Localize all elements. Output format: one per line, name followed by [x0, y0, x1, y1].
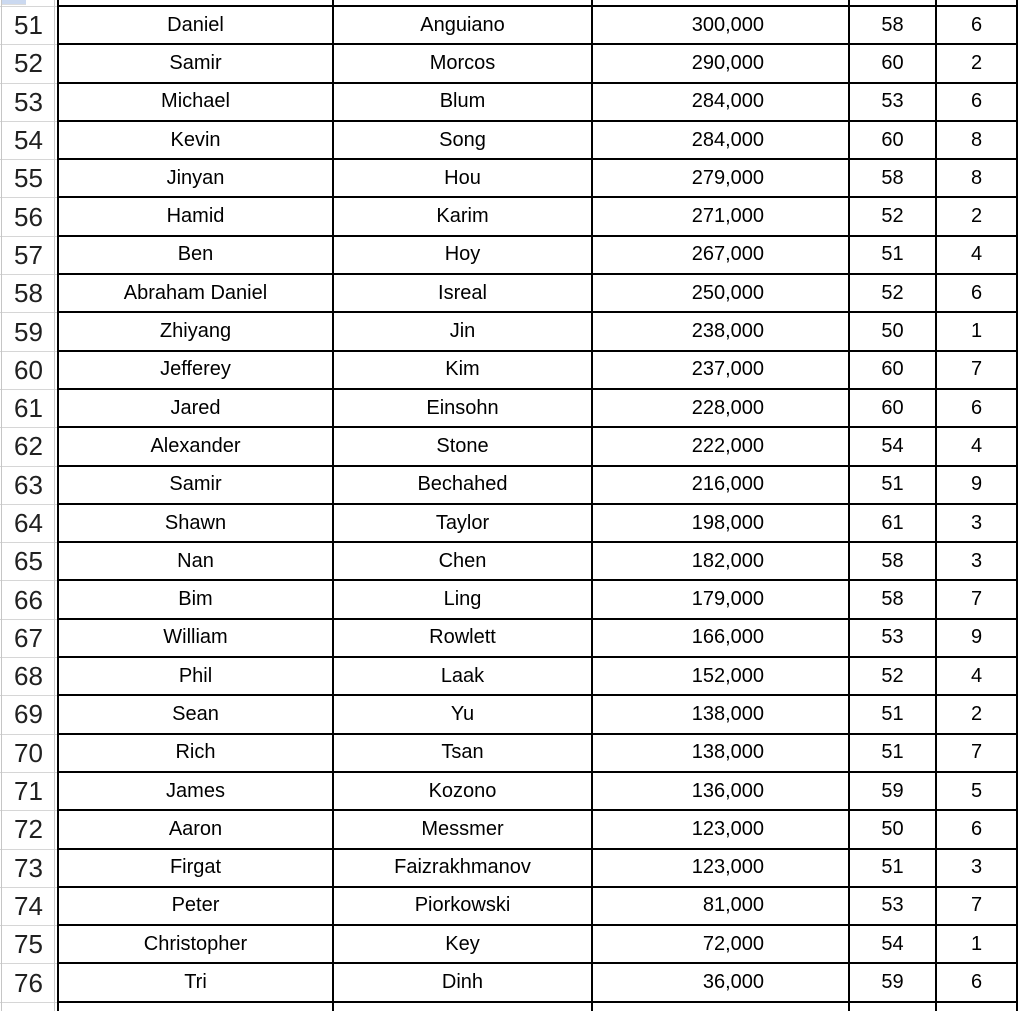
cell-first-name[interactable]: Aaron — [59, 811, 334, 849]
cell-last-name[interactable]: Isreal — [334, 275, 593, 313]
cell-amount[interactable]: 81,000 — [593, 888, 850, 926]
cell-last-name[interactable]: Rowlett — [334, 620, 593, 658]
cell-first-name[interactable]: Shawn — [59, 505, 334, 543]
cell-first-name[interactable]: Christopher — [59, 926, 334, 964]
row-header[interactable]: 60 — [0, 352, 57, 390]
cell-extra[interactable]: 7 — [937, 888, 1018, 926]
cell-first-name[interactable]: Daniel — [59, 7, 334, 45]
cell-first-name[interactable]: Rich — [59, 735, 334, 773]
row-header[interactable]: 66 — [0, 581, 57, 619]
cell-last-name[interactable]: Bechahed — [334, 467, 593, 505]
cell-last-name[interactable]: Hoy — [334, 237, 593, 275]
cell-last-name[interactable]: Morcos — [334, 45, 593, 83]
cell-extra[interactable]: 2 — [937, 696, 1018, 734]
cell-amount[interactable]: 216,000 — [593, 467, 850, 505]
cell-amount[interactable]: 284,000 — [593, 122, 850, 160]
cell-last-name[interactable]: Kim — [334, 352, 593, 390]
cell-last-name[interactable]: Kozono — [334, 773, 593, 811]
cell-age[interactable] — [850, 0, 937, 7]
cell-amount[interactable]: 284,000 — [593, 84, 850, 122]
cell-first-name[interactable]: Michael — [59, 84, 334, 122]
cell-amount[interactable]: 123,000 — [593, 850, 850, 888]
row-header[interactable]: 62 — [0, 428, 57, 466]
cell-extra[interactable]: 8 — [937, 160, 1018, 198]
row-header[interactable]: 56 — [0, 198, 57, 236]
cell-amount[interactable]: 271,000 — [593, 198, 850, 236]
cell-extra[interactable]: 6 — [937, 964, 1018, 1002]
cell-first-name[interactable]: Samir — [59, 45, 334, 83]
cell-first-name[interactable]: Nan — [59, 543, 334, 581]
cell-extra[interactable]: 1 — [937, 926, 1018, 964]
row-header[interactable]: 69 — [0, 696, 57, 734]
cell-age[interactable]: 53 — [850, 888, 937, 926]
cell-age[interactable]: 60 — [850, 122, 937, 160]
row-header[interactable]: 67 — [0, 620, 57, 658]
cell-extra[interactable] — [937, 0, 1018, 7]
cell-age[interactable]: 54 — [850, 428, 937, 466]
cell-age[interactable]: 51 — [850, 237, 937, 275]
cell-age[interactable]: 50 — [850, 811, 937, 849]
row-header[interactable]: 54 — [0, 122, 57, 160]
cell-amount[interactable]: 138,000 — [593, 735, 850, 773]
row-header[interactable]: 68 — [0, 658, 57, 696]
cell-amount[interactable]: 300,000 — [593, 7, 850, 45]
cell-last-name[interactable]: Messmer — [334, 811, 593, 849]
cell-amount[interactable]: 72,000 — [593, 926, 850, 964]
cell-last-name[interactable]: Key — [334, 926, 593, 964]
cell-extra[interactable] — [937, 1003, 1018, 1011]
cell-age[interactable]: 60 — [850, 390, 937, 428]
cell-extra[interactable]: 2 — [937, 198, 1018, 236]
cell-last-name[interactable]: Ling — [334, 581, 593, 619]
cell-amount[interactable]: 228,000 — [593, 390, 850, 428]
cell-amount[interactable]: 36,000 — [593, 964, 850, 1002]
cell-extra[interactable]: 3 — [937, 850, 1018, 888]
cell-first-name[interactable]: Peter — [59, 888, 334, 926]
cell-last-name[interactable]: Blum — [334, 84, 593, 122]
cell-last-name[interactable]: Stone — [334, 428, 593, 466]
cell-age[interactable]: 51 — [850, 696, 937, 734]
cell-amount[interactable]: 123,000 — [593, 811, 850, 849]
cell-age[interactable]: 50 — [850, 313, 937, 351]
cell-extra[interactable]: 7 — [937, 735, 1018, 773]
cell-extra[interactable]: 9 — [937, 620, 1018, 658]
cell-extra[interactable]: 4 — [937, 658, 1018, 696]
cell-amount[interactable]: 238,000 — [593, 313, 850, 351]
cell-last-name[interactable]: Karim — [334, 198, 593, 236]
cell-last-name[interactable]: Piorkowski — [334, 888, 593, 926]
cell-last-name[interactable]: Hou — [334, 160, 593, 198]
cell-extra[interactable]: 9 — [937, 467, 1018, 505]
cell-age[interactable]: 53 — [850, 620, 937, 658]
cell-age[interactable]: 60 — [850, 45, 937, 83]
cell-amount[interactable]: 279,000 — [593, 160, 850, 198]
cell-age[interactable]: 59 — [850, 964, 937, 1002]
cell-extra[interactable]: 5 — [937, 773, 1018, 811]
cell-last-name[interactable]: Taylor — [334, 505, 593, 543]
cell-age[interactable]: 58 — [850, 543, 937, 581]
cell-age[interactable] — [850, 1003, 937, 1011]
cell-extra[interactable]: 8 — [937, 122, 1018, 160]
cell-extra[interactable]: 3 — [937, 543, 1018, 581]
cell-amount[interactable]: 250,000 — [593, 275, 850, 313]
cell-last-name[interactable]: Anguiano — [334, 7, 593, 45]
cell-extra[interactable]: 4 — [937, 237, 1018, 275]
cell-last-name[interactable]: Laak — [334, 658, 593, 696]
row-header[interactable]: 58 — [0, 275, 57, 313]
cell-amount[interactable] — [593, 1003, 850, 1011]
cell-first-name[interactable]: Firgat — [59, 850, 334, 888]
cell-amount[interactable] — [593, 0, 850, 7]
cell-first-name[interactable]: Hamid — [59, 198, 334, 236]
row-header[interactable]: 53 — [0, 84, 57, 122]
data-table — [57, 0, 1018, 1011]
cell-last-name[interactable]: Jin — [334, 313, 593, 351]
row-header[interactable]: 72 — [0, 811, 57, 849]
cell-first-name[interactable]: Alexander — [59, 428, 334, 466]
cell-amount[interactable]: 237,000 — [593, 352, 850, 390]
cell-first-name[interactable]: Zhiyang — [59, 313, 334, 351]
row-header[interactable]: 64 — [0, 505, 57, 543]
row-header[interactable]: 71 — [0, 773, 57, 811]
row-header[interactable]: 70 — [0, 735, 57, 773]
cell-age[interactable]: 58 — [850, 7, 937, 45]
cell-extra[interactable]: 6 — [937, 84, 1018, 122]
cell-amount[interactable]: 179,000 — [593, 581, 850, 619]
cell-amount[interactable]: 152,000 — [593, 658, 850, 696]
cell-amount[interactable]: 182,000 — [593, 543, 850, 581]
row-header[interactable]: 55 — [0, 160, 57, 198]
cell-first-name[interactable]: William — [59, 620, 334, 658]
row-header[interactable]: 65 — [0, 543, 57, 581]
cell-age[interactable]: 51 — [850, 735, 937, 773]
cell-first-name[interactable]: Sean — [59, 696, 334, 734]
cell-extra[interactable]: 6 — [937, 275, 1018, 313]
cell-amount[interactable]: 267,000 — [593, 237, 850, 275]
cell-first-name[interactable]: Phil — [59, 658, 334, 696]
cell-extra[interactable]: 3 — [937, 505, 1018, 543]
gutter-right-divider — [54, 0, 55, 1011]
cell-amount[interactable]: 290,000 — [593, 45, 850, 83]
cell-age[interactable]: 54 — [850, 926, 937, 964]
cell-age[interactable]: 52 — [850, 658, 937, 696]
cell-extra[interactable]: 7 — [937, 581, 1018, 619]
cell-age[interactable]: 59 — [850, 773, 937, 811]
cell-extra[interactable]: 7 — [937, 352, 1018, 390]
row-header[interactable]: 51 — [0, 7, 57, 45]
cell-amount[interactable]: 166,000 — [593, 620, 850, 658]
cell-last-name[interactable]: Einsohn — [334, 390, 593, 428]
cell-age[interactable]: 52 — [850, 198, 937, 236]
row-header[interactable]: 76 — [0, 964, 57, 1002]
cell-extra[interactable]: 6 — [937, 7, 1018, 45]
cell-first-name[interactable]: Kevin — [59, 122, 334, 160]
cell-extra[interactable]: 1 — [937, 313, 1018, 351]
cell-extra[interactable]: 2 — [937, 45, 1018, 83]
cell-first-name[interactable] — [59, 1003, 334, 1011]
selected-row-indicator — [2, 0, 26, 5]
cell-amount[interactable]: 136,000 — [593, 773, 850, 811]
row-header[interactable]: 57 — [0, 237, 57, 275]
cell-amount[interactable]: 138,000 — [593, 696, 850, 734]
row-header[interactable]: 52 — [0, 45, 57, 83]
cell-extra[interactable]: 6 — [937, 811, 1018, 849]
cell-extra[interactable]: 6 — [937, 390, 1018, 428]
cell-first-name[interactable]: Jefferey — [59, 352, 334, 390]
cell-first-name[interactable]: James — [59, 773, 334, 811]
row-header[interactable]: 59 — [0, 313, 57, 351]
cell-first-name[interactable]: Jared — [59, 390, 334, 428]
cell-last-name[interactable] — [334, 1003, 593, 1011]
cell-first-name[interactable]: Bim — [59, 581, 334, 619]
cell-last-name[interactable]: Dinh — [334, 964, 593, 1002]
cell-age[interactable]: 61 — [850, 505, 937, 543]
cell-first-name[interactable]: Tri — [59, 964, 334, 1002]
cell-last-name[interactable]: Tsan — [334, 735, 593, 773]
cell-age[interactable]: 58 — [850, 160, 937, 198]
cell-last-name[interactable]: Chen — [334, 543, 593, 581]
cell-first-name[interactable]: Samir — [59, 467, 334, 505]
cell-last-name[interactable]: Yu — [334, 696, 593, 734]
gutter-left-divider — [1, 0, 2, 1011]
cell-age[interactable]: 51 — [850, 850, 937, 888]
row-header[interactable]: 73 — [0, 850, 57, 888]
cell-age[interactable]: 51 — [850, 467, 937, 505]
cell-last-name[interactable] — [334, 0, 593, 7]
row-header[interactable]: 61 — [0, 390, 57, 428]
row-header[interactable]: 63 — [0, 467, 57, 505]
cell-first-name[interactable]: Ben — [59, 237, 334, 275]
cell-first-name[interactable] — [59, 0, 334, 7]
cell-first-name[interactable]: Jinyan — [59, 160, 334, 198]
cell-amount[interactable]: 198,000 — [593, 505, 850, 543]
cell-age[interactable]: 60 — [850, 352, 937, 390]
row-header-gutter — [0, 0, 57, 1011]
cell-amount[interactable]: 222,000 — [593, 428, 850, 466]
row-header[interactable]: 74 — [0, 888, 57, 926]
cell-last-name[interactable]: Faizrakhmanov — [334, 850, 593, 888]
cell-age[interactable]: 52 — [850, 275, 937, 313]
cell-last-name[interactable]: Song — [334, 122, 593, 160]
row-header[interactable]: 75 — [0, 926, 57, 964]
cell-first-name[interactable]: Abraham Daniel — [59, 275, 334, 313]
cell-extra[interactable]: 4 — [937, 428, 1018, 466]
row-header-clipped[interactable] — [0, 1003, 57, 1011]
cell-age[interactable]: 58 — [850, 581, 937, 619]
cell-age[interactable]: 53 — [850, 84, 937, 122]
